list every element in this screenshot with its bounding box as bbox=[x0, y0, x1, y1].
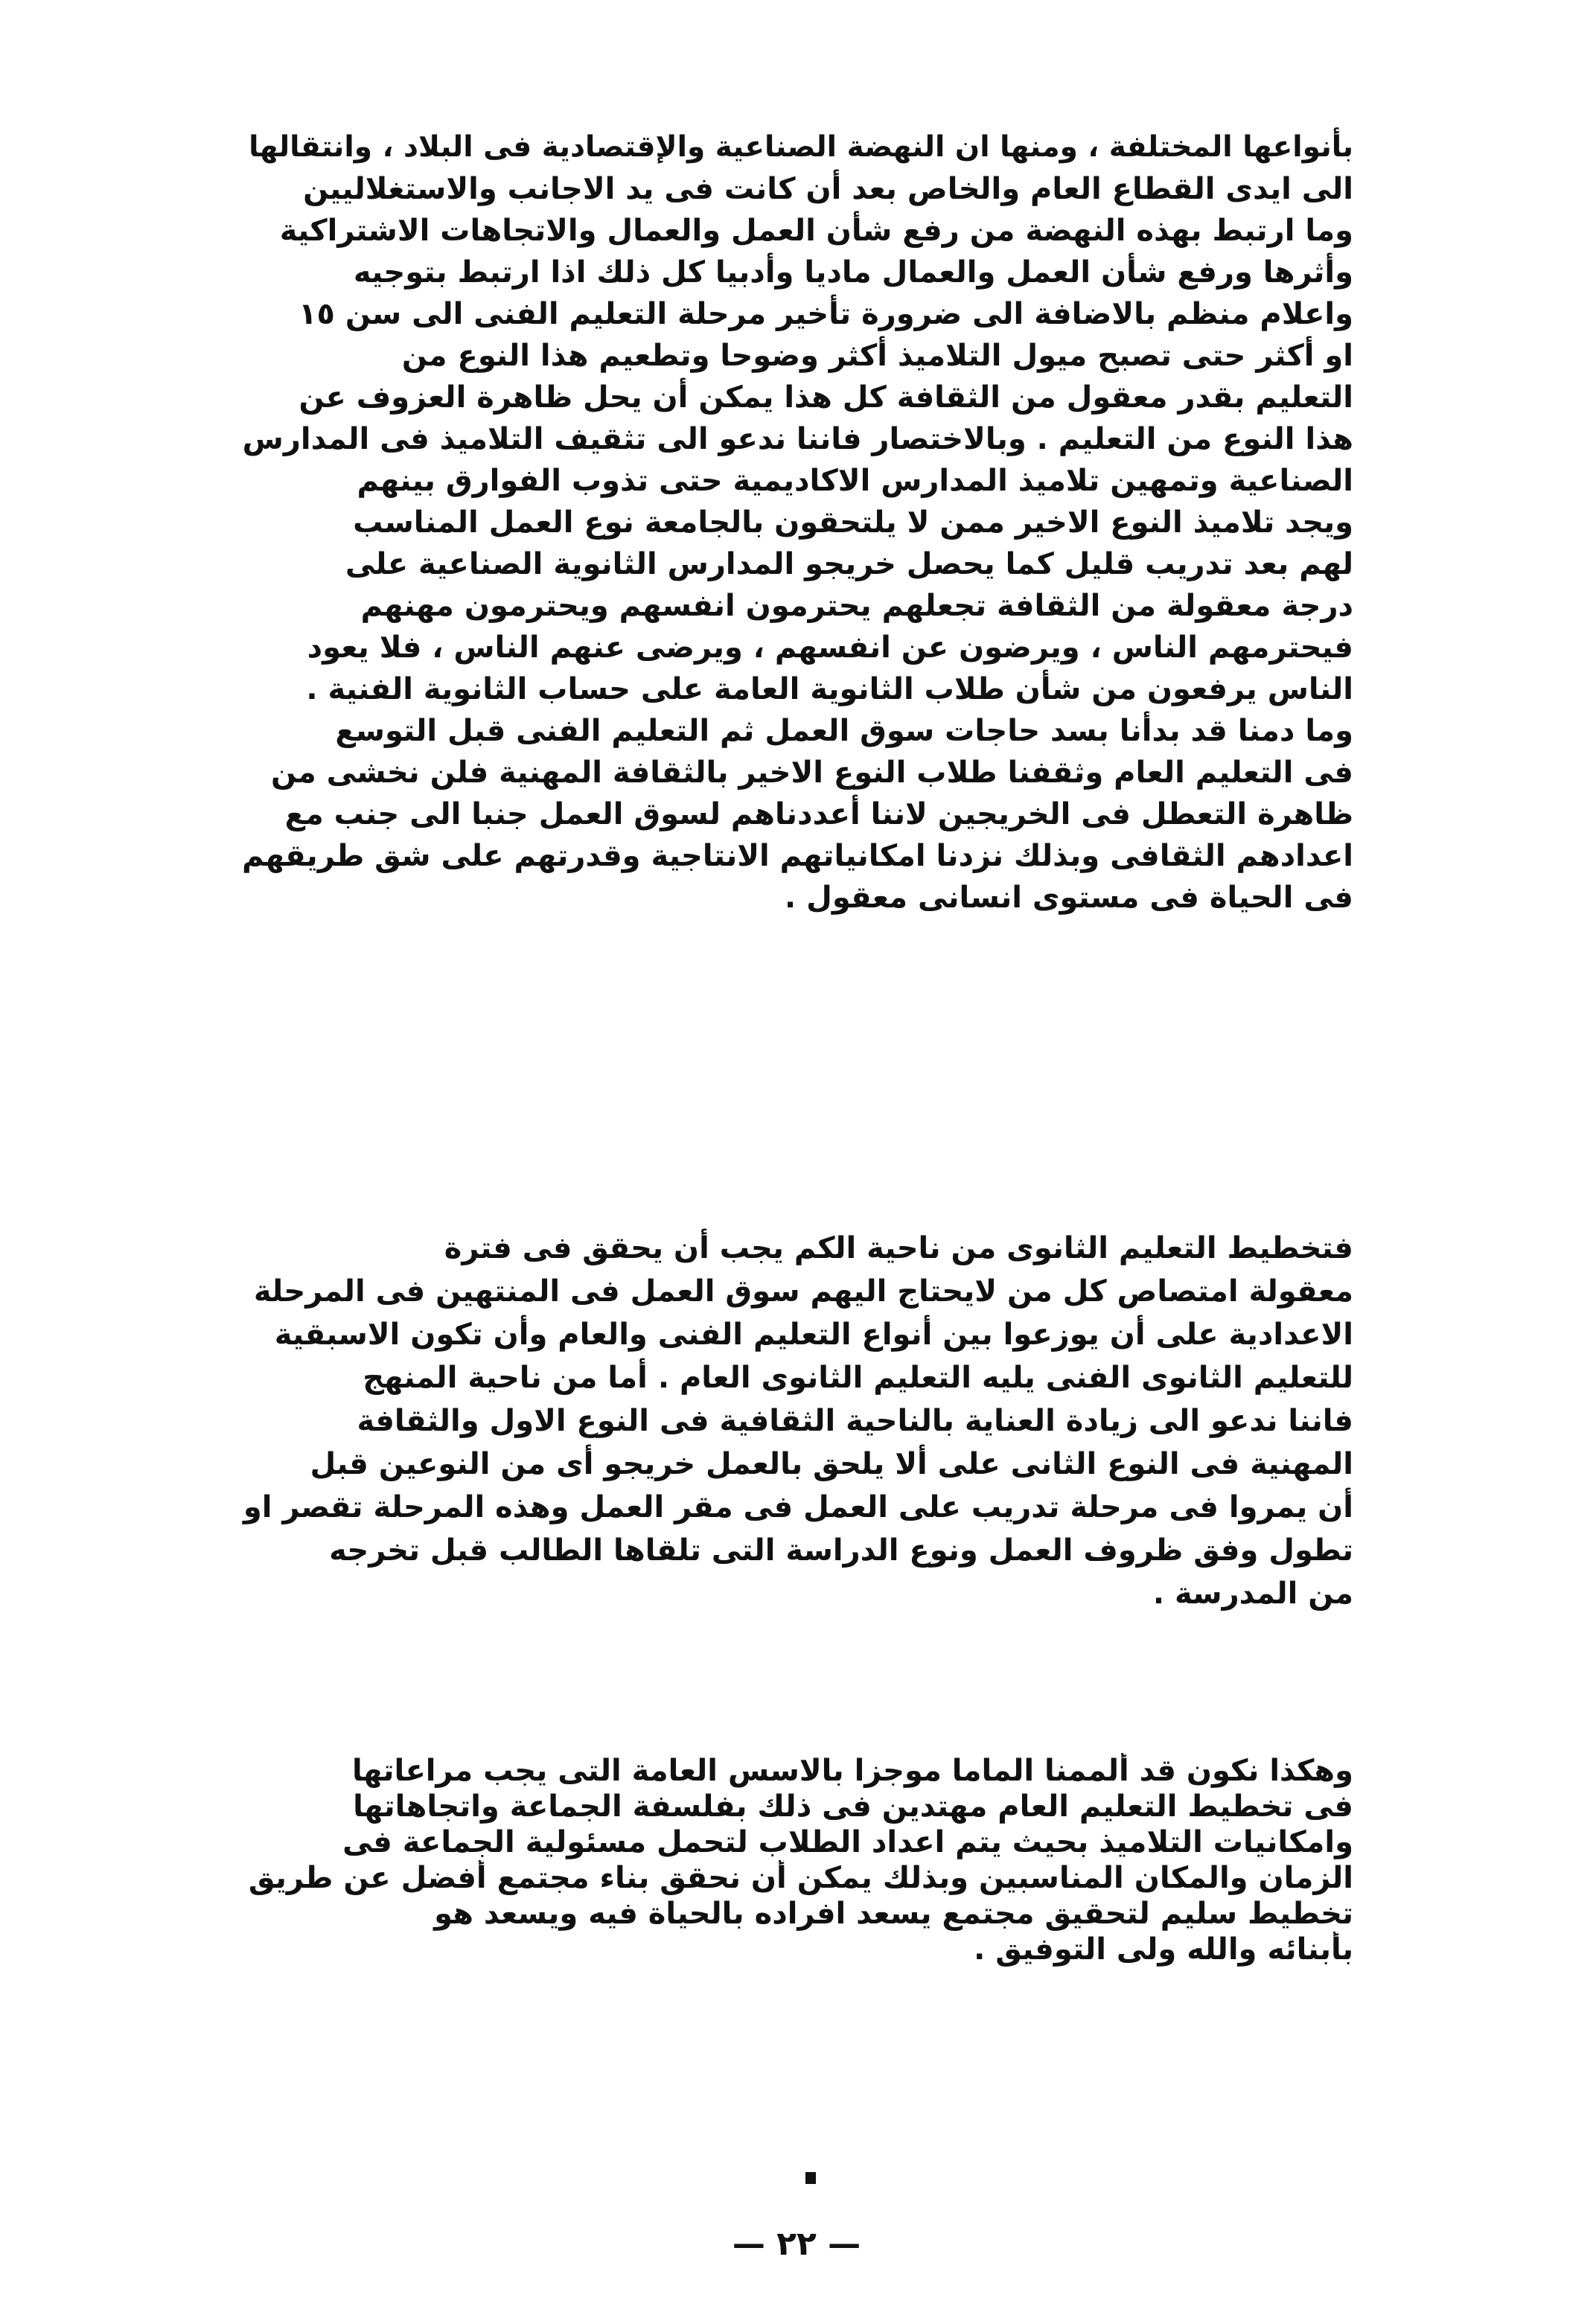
text-line: ظاهرة التعطل فى الخريجين لاننا أعددناهم لسوق العمل جنبا الى جنب مع bbox=[284, 797, 1353, 831]
paragraph-1 bbox=[237, 127, 1353, 919]
paragraph-3 bbox=[237, 1753, 1353, 1967]
text-line: فى الحياة فى مستوى انسانى معقول . bbox=[785, 881, 1353, 915]
text-line: اعدادهم الثقافى وبذلك نزدنا امكانياتهم الانتاجية وقدرتهم على شق طريقهم bbox=[242, 839, 1353, 873]
text-line: وأثرها ورفع شأن العمل والعمال ماديا وأدبيا كل ذلك اذا ارتبط بتوجيه bbox=[353, 255, 1353, 290]
text-line: الزمان والمكان المناسبين وبذلك يمكن أن نحقق بناء مجتمع أفضل عن طريق bbox=[248, 1861, 1353, 1895]
text-line: هذا النوع من التعليم . وبالاختصار فاننا ندعو الى تثقيف التلاميذ فى المدارس bbox=[242, 422, 1353, 456]
text-line: من المدرسة . bbox=[1152, 1577, 1353, 1611]
text-line: الصناعية وتمهين تلاميذ المدارس الاكاديمية حتى تذوب الفوارق بينهم bbox=[357, 464, 1353, 498]
text-line: للتعليم الثانوى الفنى يليه التعليم الثانوى العام . أما من ناحية المنهج bbox=[363, 1361, 1353, 1395]
text-line: لهم بعد تدريب قليل كما يحصل خريجو المدارس الثانوية الصناعية على bbox=[345, 547, 1353, 581]
text-line: أن يمروا فى مرحلة تدريب على العمل فى مقر العمل وهذه المرحلة تقصر او bbox=[243, 1490, 1353, 1524]
text-line: او أكثر حتى تصبح ميول التلاميذ أكثر وضوحا وتطعيم هذا النوع من bbox=[401, 339, 1353, 373]
text-line: المهنية فى النوع الثانى على ألا يلحق بالعمل خريجو أى من النوعين قبل bbox=[310, 1447, 1353, 1481]
paragraph-2 bbox=[237, 1227, 1353, 1615]
text-line: وما ارتبط بهذه النهضة من رفع شأن العمل والعمال والاتجاهات الاشتراكية bbox=[279, 214, 1353, 248]
text-line: معقولة امتصاص كل من لايحتاج اليهم سوق العمل فى المنتهين فى المرحلة bbox=[253, 1274, 1353, 1309]
text-line: وما دمنا قد بدأنا بسد حاجات سوق العمل ثم التعليم الفنى قبل التوسع bbox=[335, 714, 1353, 748]
text-line: الناس يرفعون من شأن طلاب الثانوية العامة على حساب الثانوية الفنية . bbox=[306, 672, 1353, 706]
text-line: الى ايدى القطاع العام والخاص بعد أن كانت فى يد الاجانب والاستغلاليين bbox=[303, 172, 1353, 206]
text-line: فاننا ندعو الى زيادة العناية بالناحية الثقافية فى النوع الاول والثقافة bbox=[357, 1404, 1353, 1438]
text-line: تخطيط سليم لتحقيق مجتمع يسعد افراده بالحياة فيه ويسعد هو bbox=[434, 1897, 1353, 1931]
text-line: التعليم بقدر معقول من الثقافة كل هذا يمكن أن يحل ظاهرة العزوف عن bbox=[299, 380, 1353, 415]
text-line: وامكانيات التلاميذ بحيث يتم اعداد الطلاب لتحمل مسئولية الجماعة فى bbox=[342, 1825, 1353, 1859]
text-line: الاعدادية على أن يوزعوا بين أنواع التعليم الفنى والعام وأن تكون الاسبقية bbox=[274, 1318, 1353, 1352]
text-line: وهكذا نكون قد ألممنا الماما موجزا بالاسس العامة التى يجب مراعاتها bbox=[352, 1754, 1353, 1788]
page-number: — ٢٢ — bbox=[732, 2225, 861, 2263]
text-line: فتخطيط التعليم الثانوى من ناحية الكم يجب أن يحقق فى فترة bbox=[444, 1231, 1353, 1265]
text-line: واعلام منظم بالاضافة الى ضرورة تأخير مرحلة التعليم الفنى الى سن ١٥ bbox=[299, 297, 1353, 331]
text-line: ويجد تلاميذ النوع الاخير ممن لا يلتحقون بالجامعة نوع العمل المناسب bbox=[353, 505, 1353, 540]
text-line: بأبنائه والله ولى التوفيق . bbox=[974, 1932, 1353, 1967]
print-mark bbox=[805, 2172, 816, 2184]
text-line: درجة معقولة من الثقافة تجعلهم يحترمون انفسهم ويحترمون مهنهم bbox=[360, 589, 1353, 623]
text-line: تطول وفق ظروف العمل ونوع الدراسة التى تلقاها الطالب قبل تخرجه bbox=[329, 1533, 1353, 1568]
text-line: فى تخطيط التعليم العام مهتدين فى ذلك بفلسفة الجماعة واتجاهاتها bbox=[353, 1789, 1353, 1824]
text-line: فيحترمهم الناس ، ويرضون عن انفسهم ، ويرضى عنهم الناس ، فلا يعود bbox=[307, 630, 1353, 665]
text-line: فى التعليم العام وثقفنا طلاب النوع الاخير بالثقافة المهنية فلن نخشى من bbox=[270, 756, 1353, 790]
text-line: بأنواعها المختلفة ، ومنها ان النهضة الصناعية والإقتصادية فى البلاد ، وانتقالها bbox=[249, 130, 1353, 164]
